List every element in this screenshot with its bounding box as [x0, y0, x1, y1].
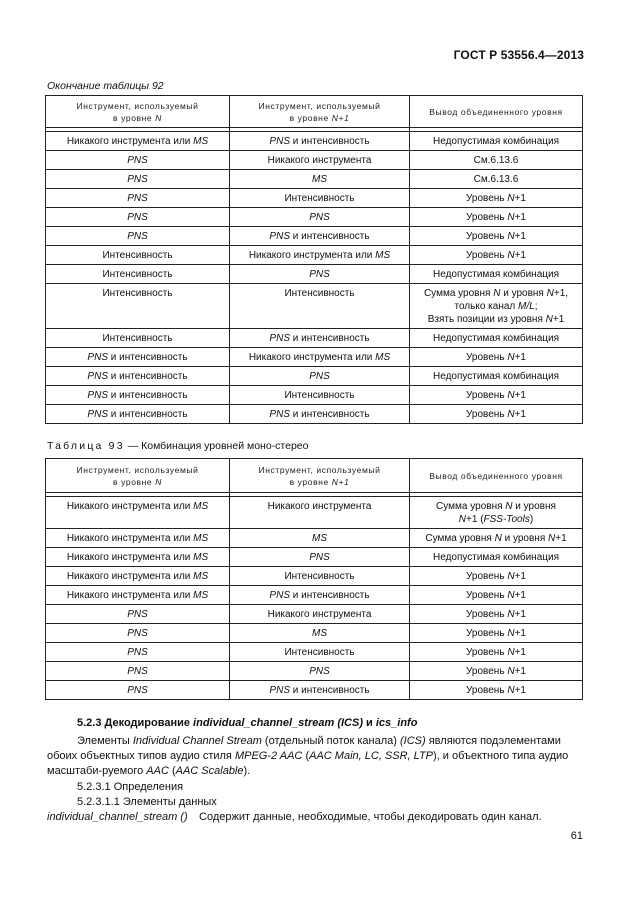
table-cell: PNS: [230, 548, 410, 567]
table-92: [45, 95, 583, 424]
table92-header-col-1: [46, 96, 230, 128]
table-row: [46, 567, 583, 586]
table-row: [46, 170, 583, 189]
subsection-data-elements: 5.2.3.1.1 Элементы данных: [77, 796, 217, 808]
table-cell: Никакого инструмента или MS: [46, 567, 230, 586]
table-cell: Интенсивность: [230, 567, 410, 586]
table-row: [46, 265, 583, 284]
table-cell: PNS и интенсивность: [46, 405, 230, 424]
header-label: Вывод объединенного уровня: [429, 470, 563, 481]
table-cell: Сумма уровня N и уровня N+1: [410, 529, 583, 548]
table92-header-col-2: [230, 96, 410, 128]
table-row: [46, 662, 583, 681]
table-cell: MS: [230, 529, 410, 548]
table-row: [46, 189, 583, 208]
header-level-symbol: N+1: [331, 476, 350, 487]
table-cell: Сумма уровня N и уровня N+1 (FSS-Tools): [410, 497, 583, 529]
table-row: [46, 151, 583, 170]
table-cell: Уровень N+1: [410, 605, 583, 624]
table-row: [46, 605, 583, 624]
table-cell: Уровень N+1: [410, 386, 583, 405]
table-cell: PNS: [46, 681, 230, 700]
table93-header-col-2: [230, 459, 410, 493]
header-sublabel: в уровне: [289, 112, 332, 123]
table-cell: Уровень N+1: [410, 567, 583, 586]
table-cell: Уровень N+1: [410, 189, 583, 208]
table-cell: Интенсивность: [230, 386, 410, 405]
header-label: Инструмент, используемый: [76, 100, 199, 111]
table-cell: PNS: [46, 624, 230, 643]
table-cell: Уровень N+1: [410, 405, 583, 424]
table-cell: Интенсивность: [46, 284, 230, 329]
table-cell: PNS и интенсивность: [230, 681, 410, 700]
definition-ics: [47, 810, 584, 825]
table-93-caption-prefix: Таблица 93: [47, 440, 125, 452]
table-cell: Недопустимая комбинация: [410, 329, 583, 348]
header-label: Инструмент, используемый: [76, 464, 199, 475]
table-cell: Недопустимая комбинация: [410, 265, 583, 284]
table-93-caption: [47, 440, 308, 452]
table-cell: PNS: [230, 265, 410, 284]
header-level-symbol: N+1: [331, 112, 350, 123]
table-cell: PNS: [230, 367, 410, 386]
table-cell: Интенсивность: [46, 329, 230, 348]
table-row: [46, 386, 583, 405]
table-cell: PNS: [46, 662, 230, 681]
table-cell: PNS: [46, 227, 230, 246]
table-row: [46, 208, 583, 227]
table-row: [46, 529, 583, 548]
definition-term: individual_channel_stream (): [47, 811, 188, 823]
subsection-definitions: 5.2.3.1 Определения: [77, 781, 184, 793]
table-cell: Интенсивность: [46, 265, 230, 284]
table-cell: Уровень N+1: [410, 208, 583, 227]
table-cell: См.6.13.6: [410, 151, 583, 170]
table-cell: MS: [230, 624, 410, 643]
table-cell: Уровень N+1: [410, 624, 583, 643]
table-row: [46, 405, 583, 424]
table-93-caption-title: — Комбинация уровней моно-стерео: [124, 440, 309, 452]
table-cell: Уровень N+1: [410, 643, 583, 662]
table-cell: Уровень N+1: [410, 348, 583, 367]
table-cell: Никакого инструмента или MS: [46, 586, 230, 605]
definition-description: Содержит данные, необходимые, чтобы декодировать один канал.: [199, 811, 542, 823]
table-row: [46, 497, 583, 529]
table-row: [46, 643, 583, 662]
table-cell: Интенсивность: [230, 284, 410, 329]
table-cell: Никакого инструмента или MS: [230, 246, 410, 265]
table-cell: PNS и интенсивность: [230, 227, 410, 246]
table-cell: PNS и интенсивность: [230, 329, 410, 348]
table-row: [46, 132, 583, 151]
table-cell: Никакого инструмента: [230, 605, 410, 624]
header-label: Инструмент, используемый: [258, 464, 381, 475]
table92-header-col-3: [410, 96, 583, 128]
header-label: Инструмент, используемый: [258, 100, 381, 111]
table-row: [46, 284, 583, 329]
table-row: [46, 227, 583, 246]
table-cell: Никакого инструмента или MS: [46, 529, 230, 548]
table-cell: Недопустимая комбинация: [410, 548, 583, 567]
section-heading: 5.2.3 Декодирование individual_channel_stream (ICS) и ics_info: [77, 717, 418, 729]
table-row: [46, 681, 583, 700]
table-cell: Никакого инструмента или MS: [46, 497, 230, 529]
table-cell: Уровень N+1: [410, 586, 583, 605]
table93-header-col-3: [410, 459, 583, 493]
table-cell: PNS: [230, 208, 410, 227]
table-cell: Интенсивность: [230, 643, 410, 662]
section-paragraph: Элементы Individual Channel Stream (отдельный поток канала) (ICS) являются подэлементами обоих объектных типов аудио стиля MPEG-2 AAC (AAC Main, LC, SSR, LTP), и объектного типа аудио масштаби-руемого AAC (AAC Scalable).: [47, 735, 569, 777]
table-cell: Никакого инструмента или MS: [46, 132, 230, 151]
table-cell: Недопустимая комбинация: [410, 367, 583, 386]
table-cell: MS: [230, 170, 410, 189]
table-row: [46, 329, 583, 348]
header-sublabel: в уровне: [113, 112, 156, 123]
table-cell: PNS и интенсивность: [46, 348, 230, 367]
page-number: 61: [570, 830, 583, 842]
table-row: [46, 548, 583, 567]
table-cell: Никакого инструмента или MS: [46, 548, 230, 567]
table-cell: См.6.13.6: [410, 170, 583, 189]
table-cell: Уровень N+1: [410, 681, 583, 700]
table-92-caption: Окончание таблицы 92: [47, 80, 164, 92]
table-row: [46, 367, 583, 386]
table-cell: PNS и интенсивность: [230, 132, 410, 151]
table-row: [46, 624, 583, 643]
table-cell: PNS и интенсивность: [230, 586, 410, 605]
table-row: [46, 586, 583, 605]
table-93-header-row: [46, 459, 583, 493]
table-cell: PNS и интенсивность: [46, 367, 230, 386]
table-cell: PNS: [46, 170, 230, 189]
table-cell: PNS и интенсивность: [46, 386, 230, 405]
table-cell: Интенсивность: [230, 189, 410, 208]
table-cell: PNS и интенсивность: [230, 405, 410, 424]
header-level-symbol: N: [155, 476, 162, 487]
table-cell: Интенсивность: [46, 246, 230, 265]
table-92-header-row: [46, 96, 583, 128]
table-cell: Никакого инструмента: [230, 151, 410, 170]
table-cell: PNS: [46, 151, 230, 170]
table-cell: Уровень N+1: [410, 662, 583, 681]
table-cell: PNS: [46, 189, 230, 208]
table93-header-col-1: [46, 459, 230, 493]
table-cell: Недопустимая комбинация: [410, 132, 583, 151]
document-code: ГОСТ Р 53556.4—2013: [453, 48, 584, 62]
table-cell: PNS: [230, 662, 410, 681]
table-cell: Никакого инструмента: [230, 497, 410, 529]
table-93: [45, 458, 583, 700]
header-label: Вывод объединенного уровня: [429, 106, 563, 117]
table-row: [46, 246, 583, 265]
table-cell: PNS: [46, 208, 230, 227]
table-cell: Сумма уровня N и уровня N+1, только канал M/L; Взять позиции из уровня N+1: [410, 284, 583, 329]
table-cell: PNS: [46, 643, 230, 662]
header-level-symbol: N: [155, 112, 162, 123]
header-sublabel: в уровне: [289, 476, 332, 487]
table-cell: Никакого инструмента или MS: [230, 348, 410, 367]
table-cell: Уровень N+1: [410, 227, 583, 246]
table-row: [46, 348, 583, 367]
table-cell: PNS: [46, 605, 230, 624]
table-cell: Уровень N+1: [410, 246, 583, 265]
header-sublabel: в уровне: [113, 476, 156, 487]
